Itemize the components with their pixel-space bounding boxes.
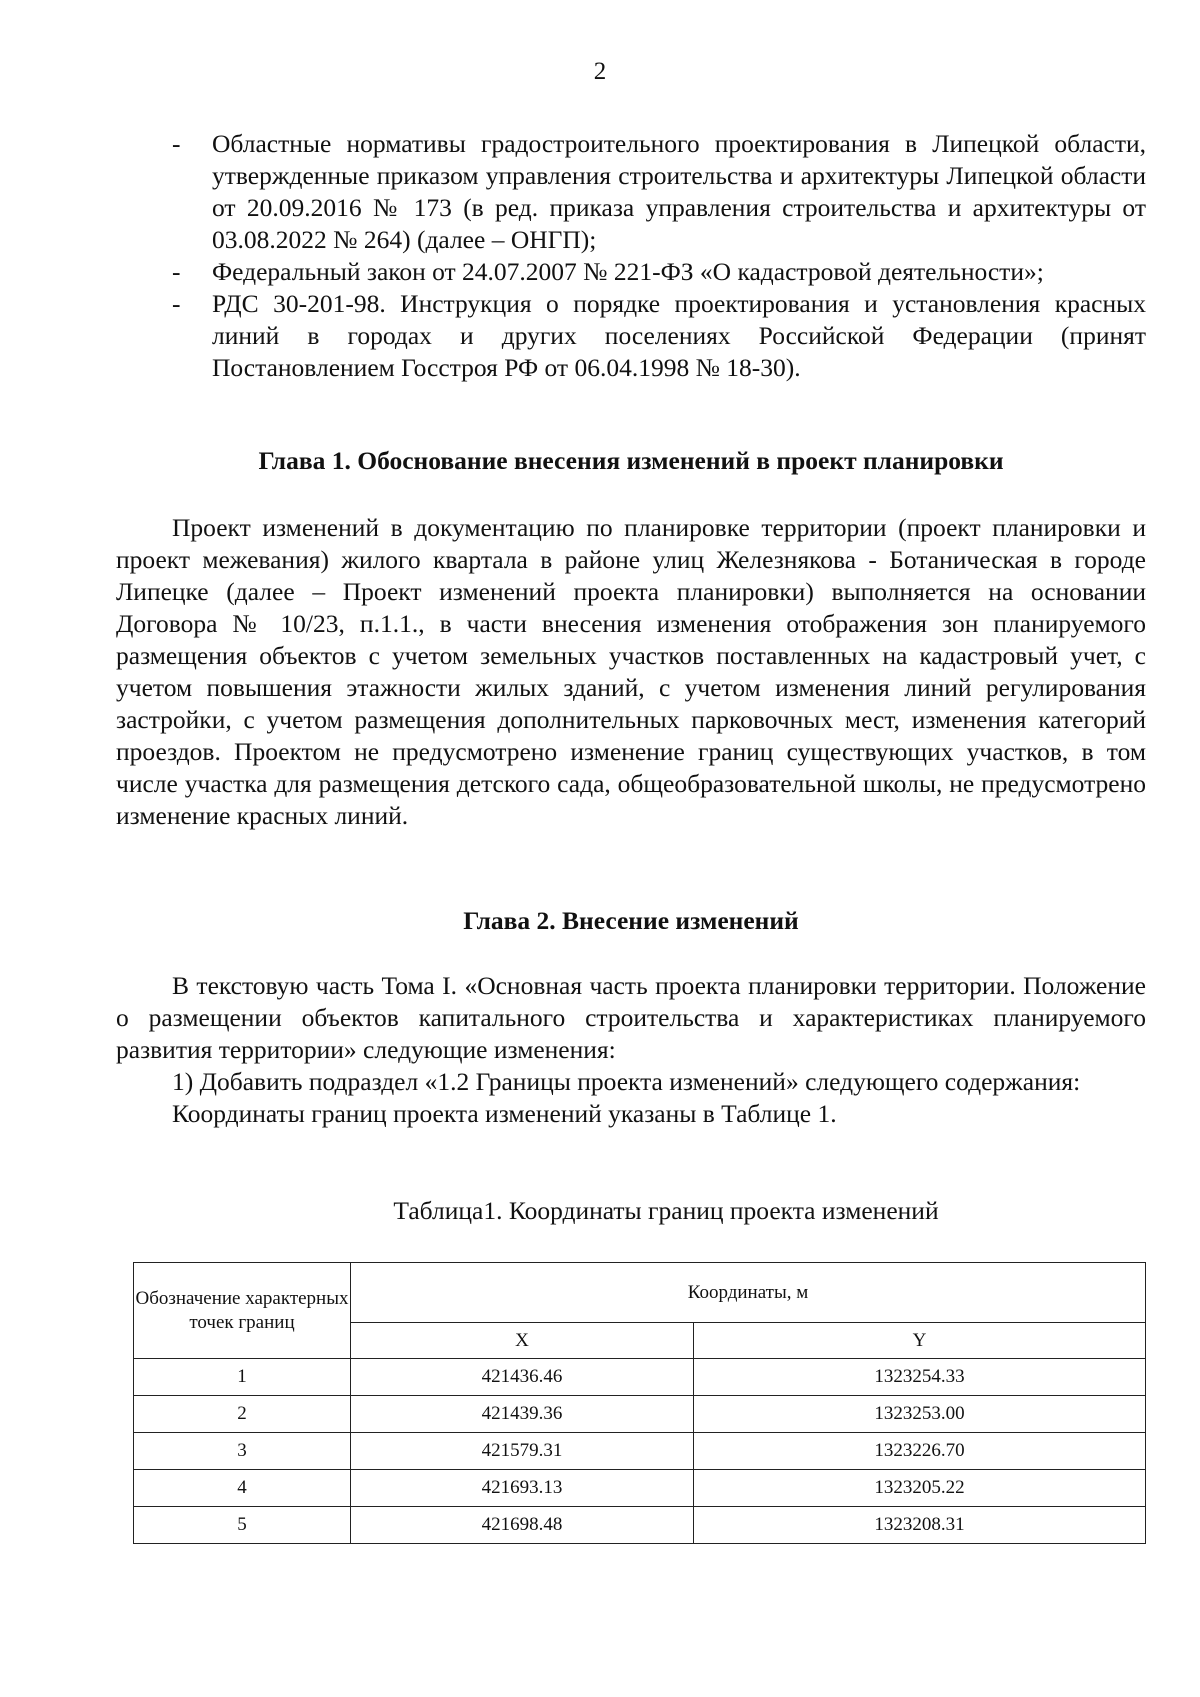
- header-coordinates: Координаты, м: [351, 1263, 1146, 1323]
- chapter2-paragraph: Координаты границ проекта изменений указаны в Таблице 1.: [172, 1099, 837, 1128]
- table-row: [134, 1359, 1146, 1396]
- coord-x: 421579.31: [351, 1433, 694, 1470]
- chapter1-paragraph: Проект изменений в документацию по планировке территории (проект планировки и проект межевания) жилого квартала в районе улиц Железнякова - Ботаническая в городе Липецке (далее – Проект изменений проекта планировки) выполняется на основании Договора № 10/23, п.1.1., в части внесения изменения отображения зон планируемого размещения объектов с учетом земельных участков поставленных на кадастровый учет, с учетом повышения этажности жилых зданий, с учетом изменения линий регулирования застройки, с учетом размещения дополнительных парковочных мест, изменения категорий проездов. Проектом не предусмотрено изменение границ существующих участков, в том числе участка для размещения детского сада, общеобразовательной школы, не предусмотрено изменение красных линий.: [116, 513, 1146, 830]
- header-point-label: Обозначение характерных точек границ: [134, 1263, 351, 1359]
- table-row: [134, 1507, 1146, 1544]
- intro-bullet-list: [116, 128, 1146, 384]
- bullet-item: [116, 256, 1146, 288]
- bullet-dash: -: [172, 129, 181, 158]
- point-number: 5: [134, 1507, 351, 1544]
- coord-y: 1323253.00: [694, 1396, 1146, 1433]
- coord-y: 1323254.33: [694, 1359, 1146, 1396]
- bullet-dash: -: [172, 257, 181, 286]
- chapter1-heading: Глава 1. Обоснование внесения изменений в проект планировки: [258, 446, 1004, 475]
- chapter2-paragraph: 1) Добавить подраздел «1.2 Границы проекта изменений» следующего содержания:: [172, 1067, 1081, 1096]
- bullet-text: Областные нормативы градостроительного проектирования в Липецкой области, утвержденные приказом управления строительства и архитектуры Липецкой области от 20.09.2016 № 173 (в ред. приказа управления строительства и архитектуры от 03.08.2022 № 264) (далее – ОНГП);: [212, 129, 1146, 254]
- header-y: Y: [694, 1323, 1146, 1359]
- coord-x: 421436.46: [351, 1359, 694, 1396]
- coord-x: 421439.36: [351, 1396, 694, 1433]
- coord-y: 1323226.70: [694, 1433, 1146, 1470]
- chapter2-paragraph: В текстовую часть Тома I. «Основная часть проекта планировки территории. Положение о размещении объектов капитального строительства и характеристиках планируемого развития территории» следующие изменения:: [116, 971, 1146, 1064]
- chapter2-heading: Глава 2. Внесение изменений: [463, 906, 799, 935]
- chapter2-body: [116, 970, 1146, 1130]
- table-row: [134, 1396, 1146, 1433]
- coord-y: 1323208.31: [694, 1507, 1146, 1544]
- bullet-dash: -: [172, 289, 181, 318]
- bullet-item: [116, 288, 1146, 384]
- bullet-text: РДС 30-201-98. Инструкция о порядке проектирования и установления красных линий в городах и других поселениях Российской Федерации (принят Постановлением Госстроя РФ от 06.04.1998 № 18-30).: [212, 289, 1146, 382]
- coord-y: 1323205.22: [694, 1470, 1146, 1507]
- chapter1-body: [116, 512, 1146, 832]
- point-number: 1: [134, 1359, 351, 1396]
- table-row: [134, 1433, 1146, 1470]
- bullet-text: Федеральный закон от 24.07.2007 № 221-ФЗ «О кадастровой деятельности»;: [212, 257, 1044, 286]
- point-number: 3: [134, 1433, 351, 1470]
- coord-x: 421698.48: [351, 1507, 694, 1544]
- table-caption: Таблица1. Координаты границ проекта изменений: [393, 1196, 939, 1225]
- coord-x: 421693.13: [351, 1470, 694, 1507]
- coordinates-table: [133, 1262, 1146, 1544]
- bullet-item: [116, 128, 1146, 256]
- header-x: X: [351, 1323, 694, 1359]
- table-row: [134, 1470, 1146, 1507]
- page-number: 2: [593, 58, 607, 85]
- point-number: 4: [134, 1470, 351, 1507]
- point-number: 2: [134, 1396, 351, 1433]
